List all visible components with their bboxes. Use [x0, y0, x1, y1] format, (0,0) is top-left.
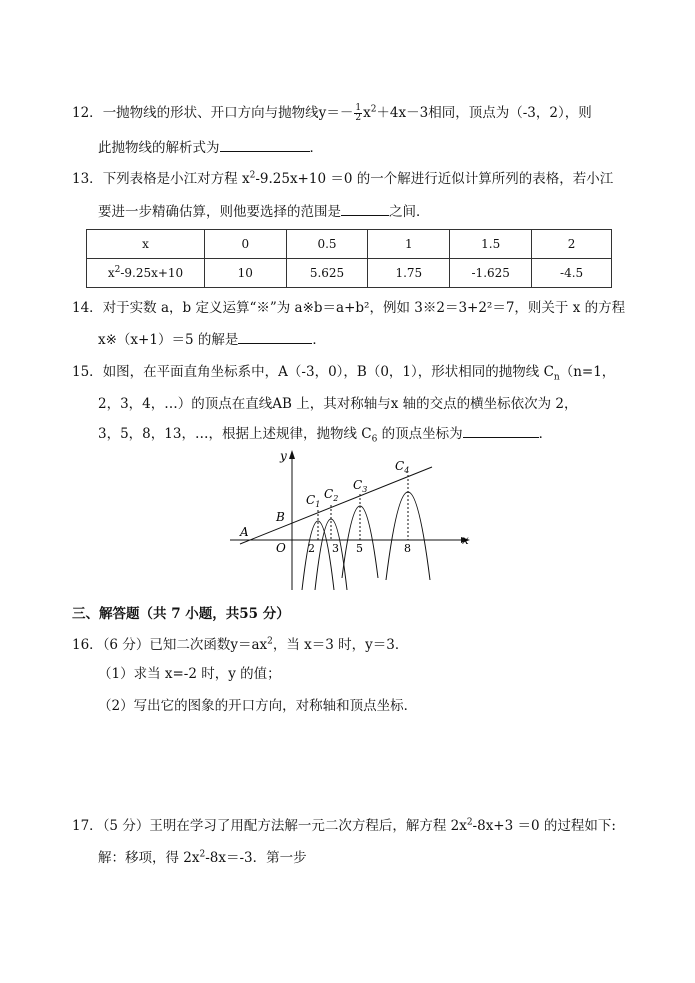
q15-line1 — [72, 363, 615, 381]
q15-line3-mid: 的顶点坐标为 — [377, 426, 463, 442]
y-axis-arrow — [289, 450, 295, 459]
c1-sub: 1 — [315, 500, 321, 509]
c4-sub: 4 — [404, 466, 410, 475]
q12-line2-pre: 此抛物线的解析式为 — [98, 140, 220, 156]
tick-label-5: 5 — [356, 542, 363, 555]
parabola-figure — [230, 448, 480, 596]
q13-line2-pre: 要进一步精确估算，则他要选择的范围是 — [98, 204, 341, 220]
q14-text: 对于实数 a，b 定义运算“※”为 a※b＝a+b²，例如 3※2＝3+2²＝7，则关于 x 的方程 — [102, 300, 626, 316]
table-cell: 1 — [368, 230, 450, 259]
q12-line2-post: ． — [309, 140, 323, 156]
label-rest: -9.25x+10 — [120, 266, 184, 280]
q12-line1 — [72, 104, 592, 123]
q17-line1 — [72, 817, 616, 835]
q14-line2-post: ． — [312, 332, 326, 348]
q12-x: x — [363, 105, 371, 121]
q13-text-pre: 下列表格是小江对方程 x — [102, 171, 250, 187]
x-axis-label: x — [462, 533, 469, 547]
q16-text-pre: （6 分）已知二次函数y＝ax — [102, 637, 268, 653]
q12-frac-numerator: 1 — [355, 103, 362, 113]
q15-answer-blank[interactable] — [463, 424, 539, 438]
table-cell: 1.75 — [368, 259, 450, 288]
q12-answer-blank[interactable] — [220, 138, 310, 152]
q13-line1 — [72, 170, 613, 188]
c1-letter: C — [306, 493, 316, 507]
q14-line2-pre: x※（x+1）＝5 的解是 — [98, 332, 239, 348]
q15-line3 — [98, 424, 552, 443]
q12-number: 12． — [72, 105, 103, 121]
q16-sub2: （2）写出它的图象的开口方向，对称轴和顶点坐标． — [98, 698, 418, 714]
q13-line2 — [98, 202, 430, 221]
q17-line2-exponent: 2 — [199, 849, 206, 860]
q15-line3-post: ． — [538, 426, 553, 442]
q16-number: 16． — [72, 637, 103, 653]
table-cell: 0.5 — [286, 230, 368, 259]
c3-letter: C — [353, 478, 363, 492]
q12-line2 — [98, 138, 323, 157]
table-row — [87, 230, 612, 259]
q17-line2 — [98, 849, 307, 867]
q13-line2-post: 之间． — [389, 204, 430, 220]
q14-line1 — [72, 299, 625, 317]
q17-line2-post: -8x＝-3．第一步 — [205, 850, 307, 866]
section3-title: 三、解答题（共 7 小题，共55 分） — [72, 606, 290, 622]
q16-text-post: ，当 x＝3 时，y＝3． — [272, 637, 409, 653]
table-cell: -4.5 — [532, 259, 612, 288]
table-row — [87, 259, 612, 288]
point-b-label: B — [276, 510, 285, 524]
q17-number: 17． — [72, 818, 103, 834]
q14-answer-blank[interactable] — [238, 330, 312, 344]
table-cell: x — [87, 230, 205, 259]
q15-subscript-6: 6 — [371, 434, 378, 445]
q13-answer-blank[interactable] — [341, 202, 389, 216]
q16-sub1: （1）求当 x=-2 时，y 的值； — [98, 666, 281, 682]
q17-text-pre: （5 分）王明在学习了用配方法解一元二次方程后，解方程 2x — [102, 818, 467, 834]
q15-text-pre: 如图，在平面直角坐标系中，A（-3，0），B（0，1），形状相同的抛物线 C — [102, 364, 554, 380]
tick-label-3: 3 — [332, 542, 339, 555]
c2-letter: C — [324, 487, 334, 501]
line-ab — [240, 467, 432, 544]
q15-line2 — [98, 395, 578, 413]
q15-text-post: （n=1， — [559, 364, 616, 380]
q17-exponent: 2 — [466, 817, 473, 828]
q14-number: 14． — [72, 300, 103, 316]
q12-exponent: 2 — [370, 104, 377, 115]
table-cell: 5.625 — [286, 259, 368, 288]
q12-frac-denominator: 2 — [355, 113, 362, 123]
table-cell-label — [87, 259, 205, 288]
c3-sub: 3 — [362, 485, 368, 494]
tick-label-8: 8 — [404, 542, 411, 555]
c3-label — [353, 478, 367, 494]
point-a-label: A — [240, 525, 249, 539]
table-cell: 0 — [205, 230, 287, 259]
c2-label — [324, 487, 338, 503]
c1-label — [306, 493, 320, 509]
q13-table — [86, 229, 612, 288]
c4-label — [395, 459, 409, 475]
q15-number: 15． — [72, 364, 103, 380]
q12-text-post: ＋4x－3相同，顶点为（-3，2），则 — [376, 105, 592, 121]
q12-fraction — [354, 104, 362, 123]
c2-sub: 2 — [333, 494, 339, 503]
table-cell: 2 — [532, 230, 612, 259]
label-exponent: 2 — [114, 265, 121, 275]
q17-text-post: -8x+3 ＝0 的过程如下: — [472, 818, 616, 834]
q13-exponent: 2 — [249, 170, 256, 181]
q14-line2 — [98, 330, 326, 349]
q17-line2-pre: 解：移项，得 2x — [98, 850, 200, 866]
q15-line3-pre: 3，5，8，13，…，根据上述规律，抛物线 C — [98, 426, 372, 442]
y-axis-label: y — [280, 449, 287, 463]
q13-text-post: -9.25x+10 ＝0 的一个解进行近似计算所列的表格，若小江 — [255, 171, 614, 187]
tick-label-2: 2 — [308, 542, 315, 555]
q12-text-pre: 一抛物线的形状、开口方向与抛物线y＝－ — [102, 105, 354, 121]
table-cell: 1.5 — [450, 230, 532, 259]
q15-line2-text: 2，3，4，…）的顶点在直线AB 上，其对称轴与x 轴的交点的横坐标依次为 2， — [98, 396, 578, 412]
label-x: x — [107, 266, 115, 280]
c4-letter: C — [395, 459, 405, 473]
table-cell: -1.625 — [450, 259, 532, 288]
table-cell: 10 — [205, 259, 287, 288]
q13-number: 13． — [72, 171, 103, 187]
q15-subscript-n: n — [553, 372, 560, 383]
q16-line1 — [72, 636, 408, 654]
origin-label: O — [276, 541, 286, 555]
q16-exponent: 2 — [267, 636, 273, 647]
